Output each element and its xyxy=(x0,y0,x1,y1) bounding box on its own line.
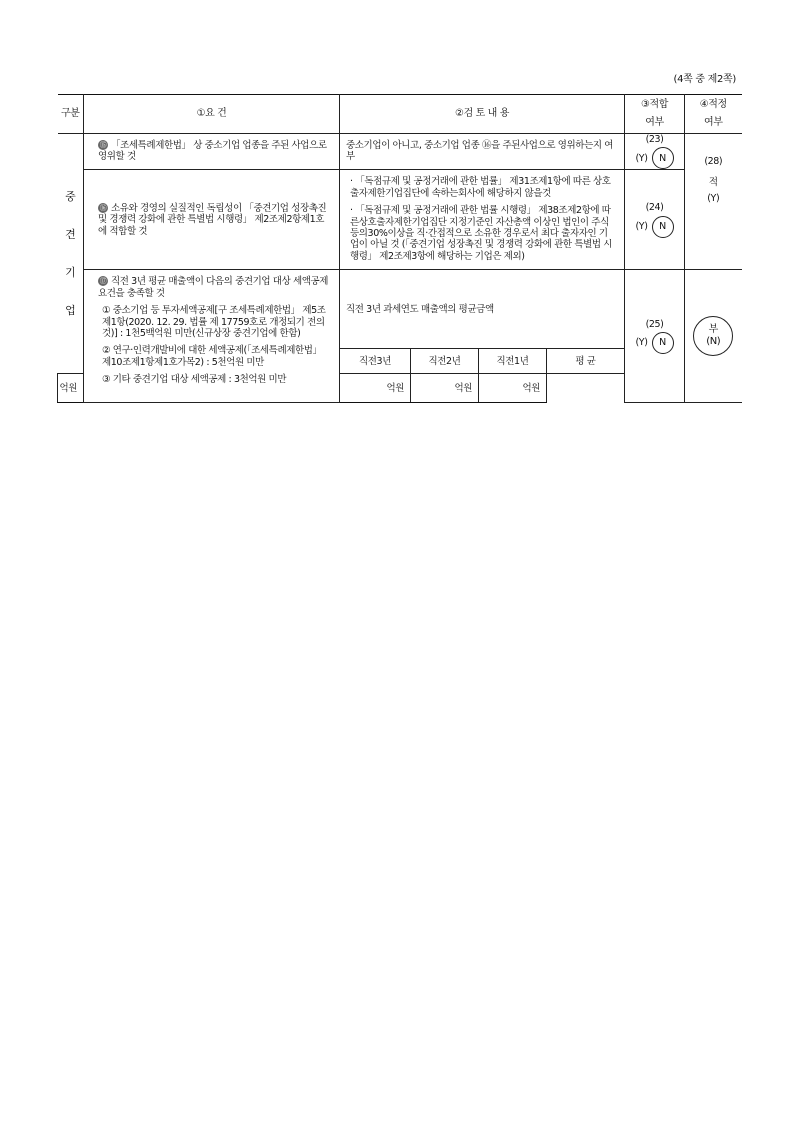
year-value-field[interactable]: 억원 xyxy=(411,374,479,403)
requirement-row-2 xyxy=(58,170,742,270)
requirement-row-1 xyxy=(58,134,742,170)
item-marker: ⑯ xyxy=(99,203,107,212)
no-option-circled[interactable]: N xyxy=(652,332,674,354)
header-proper-line2: 여부 xyxy=(704,117,723,128)
item-marker: ⑰ xyxy=(99,277,107,286)
requirement-text: 「조세특례제한법」 상 중소기업 업종을 주된 사업으로 영위할 것 xyxy=(98,140,327,163)
requirement-cell-3 xyxy=(84,270,340,403)
header-requirement: ①요 건 xyxy=(84,95,340,134)
yes-option[interactable]: (Y) xyxy=(635,337,648,349)
review-bullet: · 「독점규제 및 공정거래에 관한 법률」 제31조제1항에 따른 상호출자제한기업집단에 속하는회사에 해당하지 않을것 xyxy=(350,176,611,199)
review-form-table xyxy=(57,94,742,403)
year-header: 직전3년 xyxy=(340,349,411,374)
proper-fit-label: 적 xyxy=(708,177,718,189)
review-text: 직전 3년 과세연도 매출액의 평균금액 xyxy=(346,303,494,315)
check-number: (25) xyxy=(645,318,664,330)
header-row xyxy=(58,95,742,134)
header-fit-line2: 여부 xyxy=(645,117,664,128)
year-header: 직전1년 xyxy=(479,349,547,374)
year-value-field[interactable]: 억원 xyxy=(58,374,84,403)
proper-unfit-label: 부 xyxy=(708,323,718,335)
proper-cell-unfit xyxy=(685,270,742,403)
header-review: ②검 토 내 용 xyxy=(340,95,625,134)
category-char: 업 xyxy=(65,303,76,317)
category-char: 견 xyxy=(65,227,76,241)
category-cell xyxy=(58,134,84,374)
check-number: (23) xyxy=(645,134,664,145)
no-option-circled[interactable]: N xyxy=(652,147,674,169)
proper-cell-fit xyxy=(685,134,742,270)
requirement-subitem: ③ 기타 중견기업 대상 세액공제 : 3천억원 미만 xyxy=(102,374,287,386)
no-option-circled[interactable]: N xyxy=(652,216,674,238)
review-cell-1 xyxy=(340,134,625,170)
year-header: 직전2년 xyxy=(411,349,479,374)
requirement-text: 소유와 경영의 실질적인 독립성이 「중견기업 성장촉진 및 경쟁력 강화에 관한 특별법 시행령」 제2조제2항제1호에 적합할 것 xyxy=(98,202,327,237)
check-number: (24) xyxy=(645,202,664,214)
header-fit-line1: ③적합 xyxy=(640,99,669,110)
item-marker: ⑮ xyxy=(99,141,107,149)
fit-cell-2 xyxy=(625,170,685,270)
header-fit xyxy=(625,95,685,134)
review-bullet: · 「독점규제 및 공정거래에 관한 법률 시행령」 제38조제2항에 따른상호출자제한기업집단 지정기준인 자산총액 이상인 법인이 주식등의30%이상을 직·간접적으로 소유한 경우로서 최다 출자자인 기업이 아닐 것 (「중견기업 성장촉진 및 경쟁력 강화에 관한 특별법 시행령」 제2조제3항에 해당하는 기업은 제외) xyxy=(350,205,613,262)
proper-unfit-no: (N) xyxy=(706,336,721,348)
header-gubun: 구분 xyxy=(58,95,84,134)
yes-option[interactable]: (Y) xyxy=(635,220,648,232)
proper-fit-yes[interactable]: (Y) xyxy=(707,192,720,204)
fit-cell-3 xyxy=(625,270,685,403)
proper-unfit-circled[interactable] xyxy=(693,316,733,356)
category-char: 중 xyxy=(65,189,76,203)
proper-number: (28) xyxy=(704,156,723,167)
header-proper xyxy=(685,95,742,134)
requirement-text: 직전 3년 평균 매출액이 다음의 중견기업 대상 세액공제 요건을 충족할 것 xyxy=(98,276,329,299)
year-header: 평 균 xyxy=(547,349,625,374)
requirement-row-3 xyxy=(58,270,742,349)
year-value-field[interactable]: 억원 xyxy=(479,374,547,403)
year-value-field[interactable]: 억원 xyxy=(340,374,411,403)
header-proper-line1: ④적정 xyxy=(699,99,727,110)
requirement-subitem: ① 중소기업 등 투자세액공제[구 조세특례제한법」 제5조제1항(2020. 12. 29. 법률 제 17759호로 개정되기 전의 것)] : 1천5백억원 미만(신규상장 중견기업에 한함) xyxy=(102,305,326,339)
page-number: (4쪽 중 제2쪽) xyxy=(673,74,736,85)
review-text: 중소기업이 아니고, 중소기업 업종 ⑯을 주된사업으로 영위하는지 여부 xyxy=(346,140,614,163)
requirement-subitem: ② 연구·인력개발비에 대한 세액공제(「조세특례제한법」 제10조제1항제1호가목2) : 5천억원 미만 xyxy=(102,345,322,368)
requirement-cell-1 xyxy=(84,134,340,170)
requirement-cell-2 xyxy=(84,170,340,270)
review-cell-2 xyxy=(340,170,625,270)
fit-cell-1 xyxy=(625,134,685,170)
yes-option[interactable]: (Y) xyxy=(635,152,648,164)
review-cell-3 xyxy=(340,270,625,349)
category-char: 기 xyxy=(65,265,76,279)
